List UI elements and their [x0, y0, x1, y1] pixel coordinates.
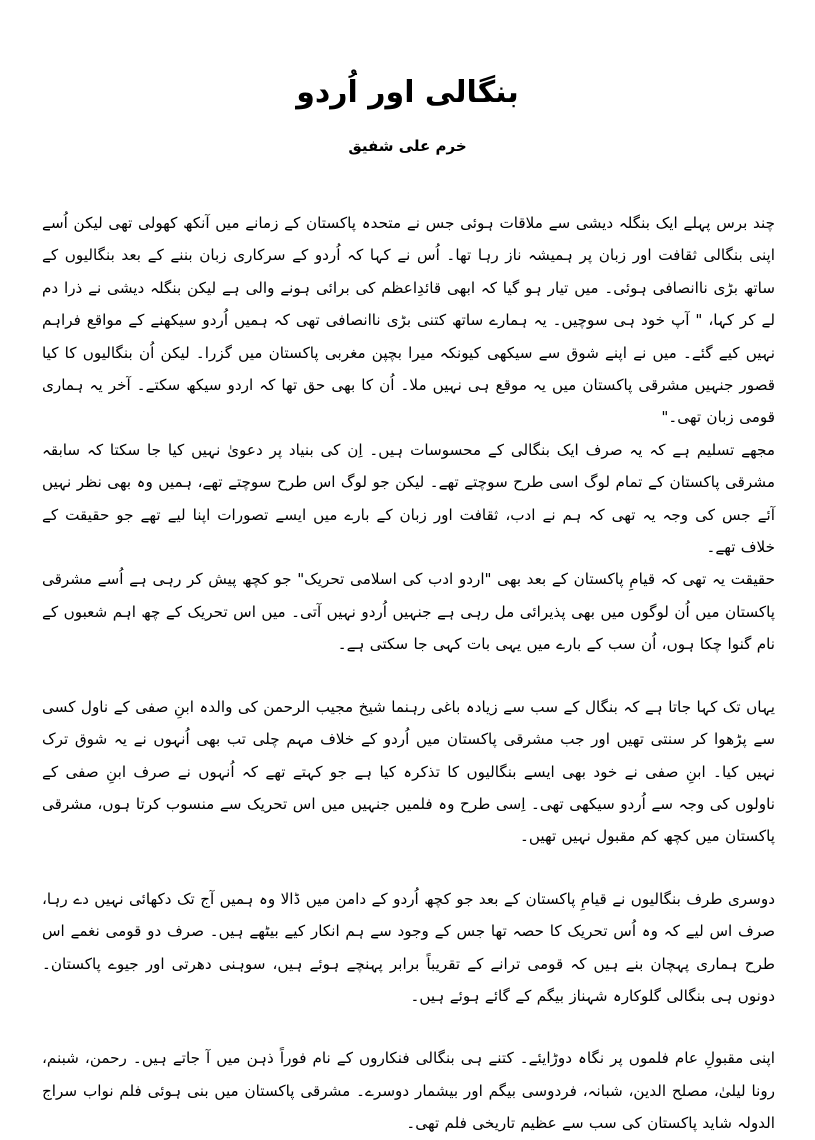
paragraph-3: حقیقت یہ تھی کہ قیامِ پاکستان کے بعد بھی "اردو ادب کی اسلامی تحریک" جو کچھ پیش کر رہی ہے اُسے مشرقی پاکستان میں اُن لوگوں میں بھی پذیرائی مل رہی ہے جنہیں اُردو نہیں آتی۔ میں اس تحریک کے چھ اہم شعبوں کے نام گنوا چکا ہوں، اُن سب کے بارے میں یہی بات کہی جا سکتی ہے۔ [42, 570, 775, 654]
paragraph-2: مجھے تسلیم ہے کہ یہ صرف ایک بنگالی کے محسوسات ہیں۔ اِن کی بنیاد پر دعویٰ نہیں کیا جا سکتا کہ سابقہ مشرقی پاکستان کے تمام لوگ اسی طرح سوچتے تھے۔ لیکن جو لوگ اس طرح سوچتے تھے، ہمیں وہ بھی نظر نہیں آئے جس کی وجہ یہ تھی کہ ہم نے ادب، ثقافت اور زبان کے بارے میں ایسے تصورات اپنا لیے تھے جو حقیقت کے خلاف تھے۔ [42, 440, 775, 557]
paragraph-5: دوسری طرف بنگالیوں نے قیامِ پاکستان کے بعد جو کچھ اُردو کے دامن میں ڈالا وہ ہمیں آج تک دکھائی نہیں دے رہا، صرف اس لیے کہ وہ اُس تحریک کا حصہ تھا جس کے وجود سے ہم انکار کیے بیٹھے ہیں۔ صرف دو قومی نغمے اس طرح ہماری پہچان بنے ہیں کہ قومی ترانے کے تقریباً برابر پہنچے ہوئے ہیں، سوہنی دھرتی اور جیوے پاکستان۔ دونوں ہی بنگالی گلوکارہ شہناز بیگم کے گائے ہوئے ہیں۔ [42, 889, 775, 1005]
paragraph-1: چند برس پہلے ایک بنگلہ دیشی سے ملاقات ہوئی جس نے متحدہ پاکستان کے زمانے میں آنکھ کھولی تھی لیکن اُسے اپنی بنگالی ثقافت اور زبان پر ہمیشہ ناز رہا تھا۔ اُس نے کہا کہ اُردو کے سرکاری زبان بننے کے بعد بنگالیوں کے ساتھ بڑی ناانصافی ہوئی۔ میں تیار ہو گیا کہ ابھی قائدِاعظم کی برائی ہونے والی ہے لیکن بنگلہ دیشی نے ذرا دم لے کر کہا، " آپ خود ہی سوچیں۔ یہ ہمارے ساتھ کتنی بڑی ناانصافی تھی کہ ہمیں اُردو سیکھنے کے مواقع فراہم نہیں کیے گئے۔ میں نے اپنے شوق سے سیکھی کیونکہ میرا بچپن مغربی پاکستان میں گزرا۔ لیکن اُن بنگالیوں کا کیا قصور جنہیں مشرقی پاکستان میں یہ موقع ہی نہیں ملا۔ اُن کا بھی حق تھا کہ اردو سیکھ سکتے۔ آخر یہ ہماری قومی زبان تھی۔" [42, 214, 775, 427]
article-body [0, 155, 815, 1140]
paragraph-4: یہاں تک کہا جاتا ہے کہ بنگال کے سب سے زیادہ باغی رہنما شیخ مجیب الرحمن کی والدہ ابنِ صفی کے ناول کسی سے پڑھوا کر سنتی تھیں اور جب مشرقی پاکستان میں اُردو کے خلاف مہم چلی تب بھی اُنہوں نے یہ شوق ترک نہیں کیا۔ ابنِ صفی نے خود بھی ایسے بنگالیوں کا تذکرہ کیا ہے جو کہتے تھے کہ اُنہوں نے صرف ابنِ صفی کے ناولوں کی وجہ سے اُردو سیکھی تھی۔ اِسی طرح وہ فلمیں جنہیں میں اس تحریک سے منسوب کرتا ہوں، مشرقی پاکستان میں کچھ کم مقبول نہیں تھیں۔ [42, 697, 775, 846]
page-title: بنگالی اور اُردو [296, 75, 519, 110]
author-byline: خرم علی شفیق [348, 137, 467, 155]
paragraph-6: اپنی مقبولِ عام فلموں پر نگاہ دوڑایئے۔ کتنے ہی بنگالی فنکاروں کے نام فوراً ذہن میں آ جاتے ہیں۔ رحمن، شبنم، رونا لیلیٰ، مصلح الدین، شبانہ، فردوسی بیگم اور بیشمار دوسرے۔ مشرقی پاکستان میں بنی ہوئی فلم نواب سراج الدولہ شاید پاکستان کی سب سے عظیم تاریخی فلم تھی۔ [42, 1049, 775, 1133]
title-block [0, 0, 815, 155]
